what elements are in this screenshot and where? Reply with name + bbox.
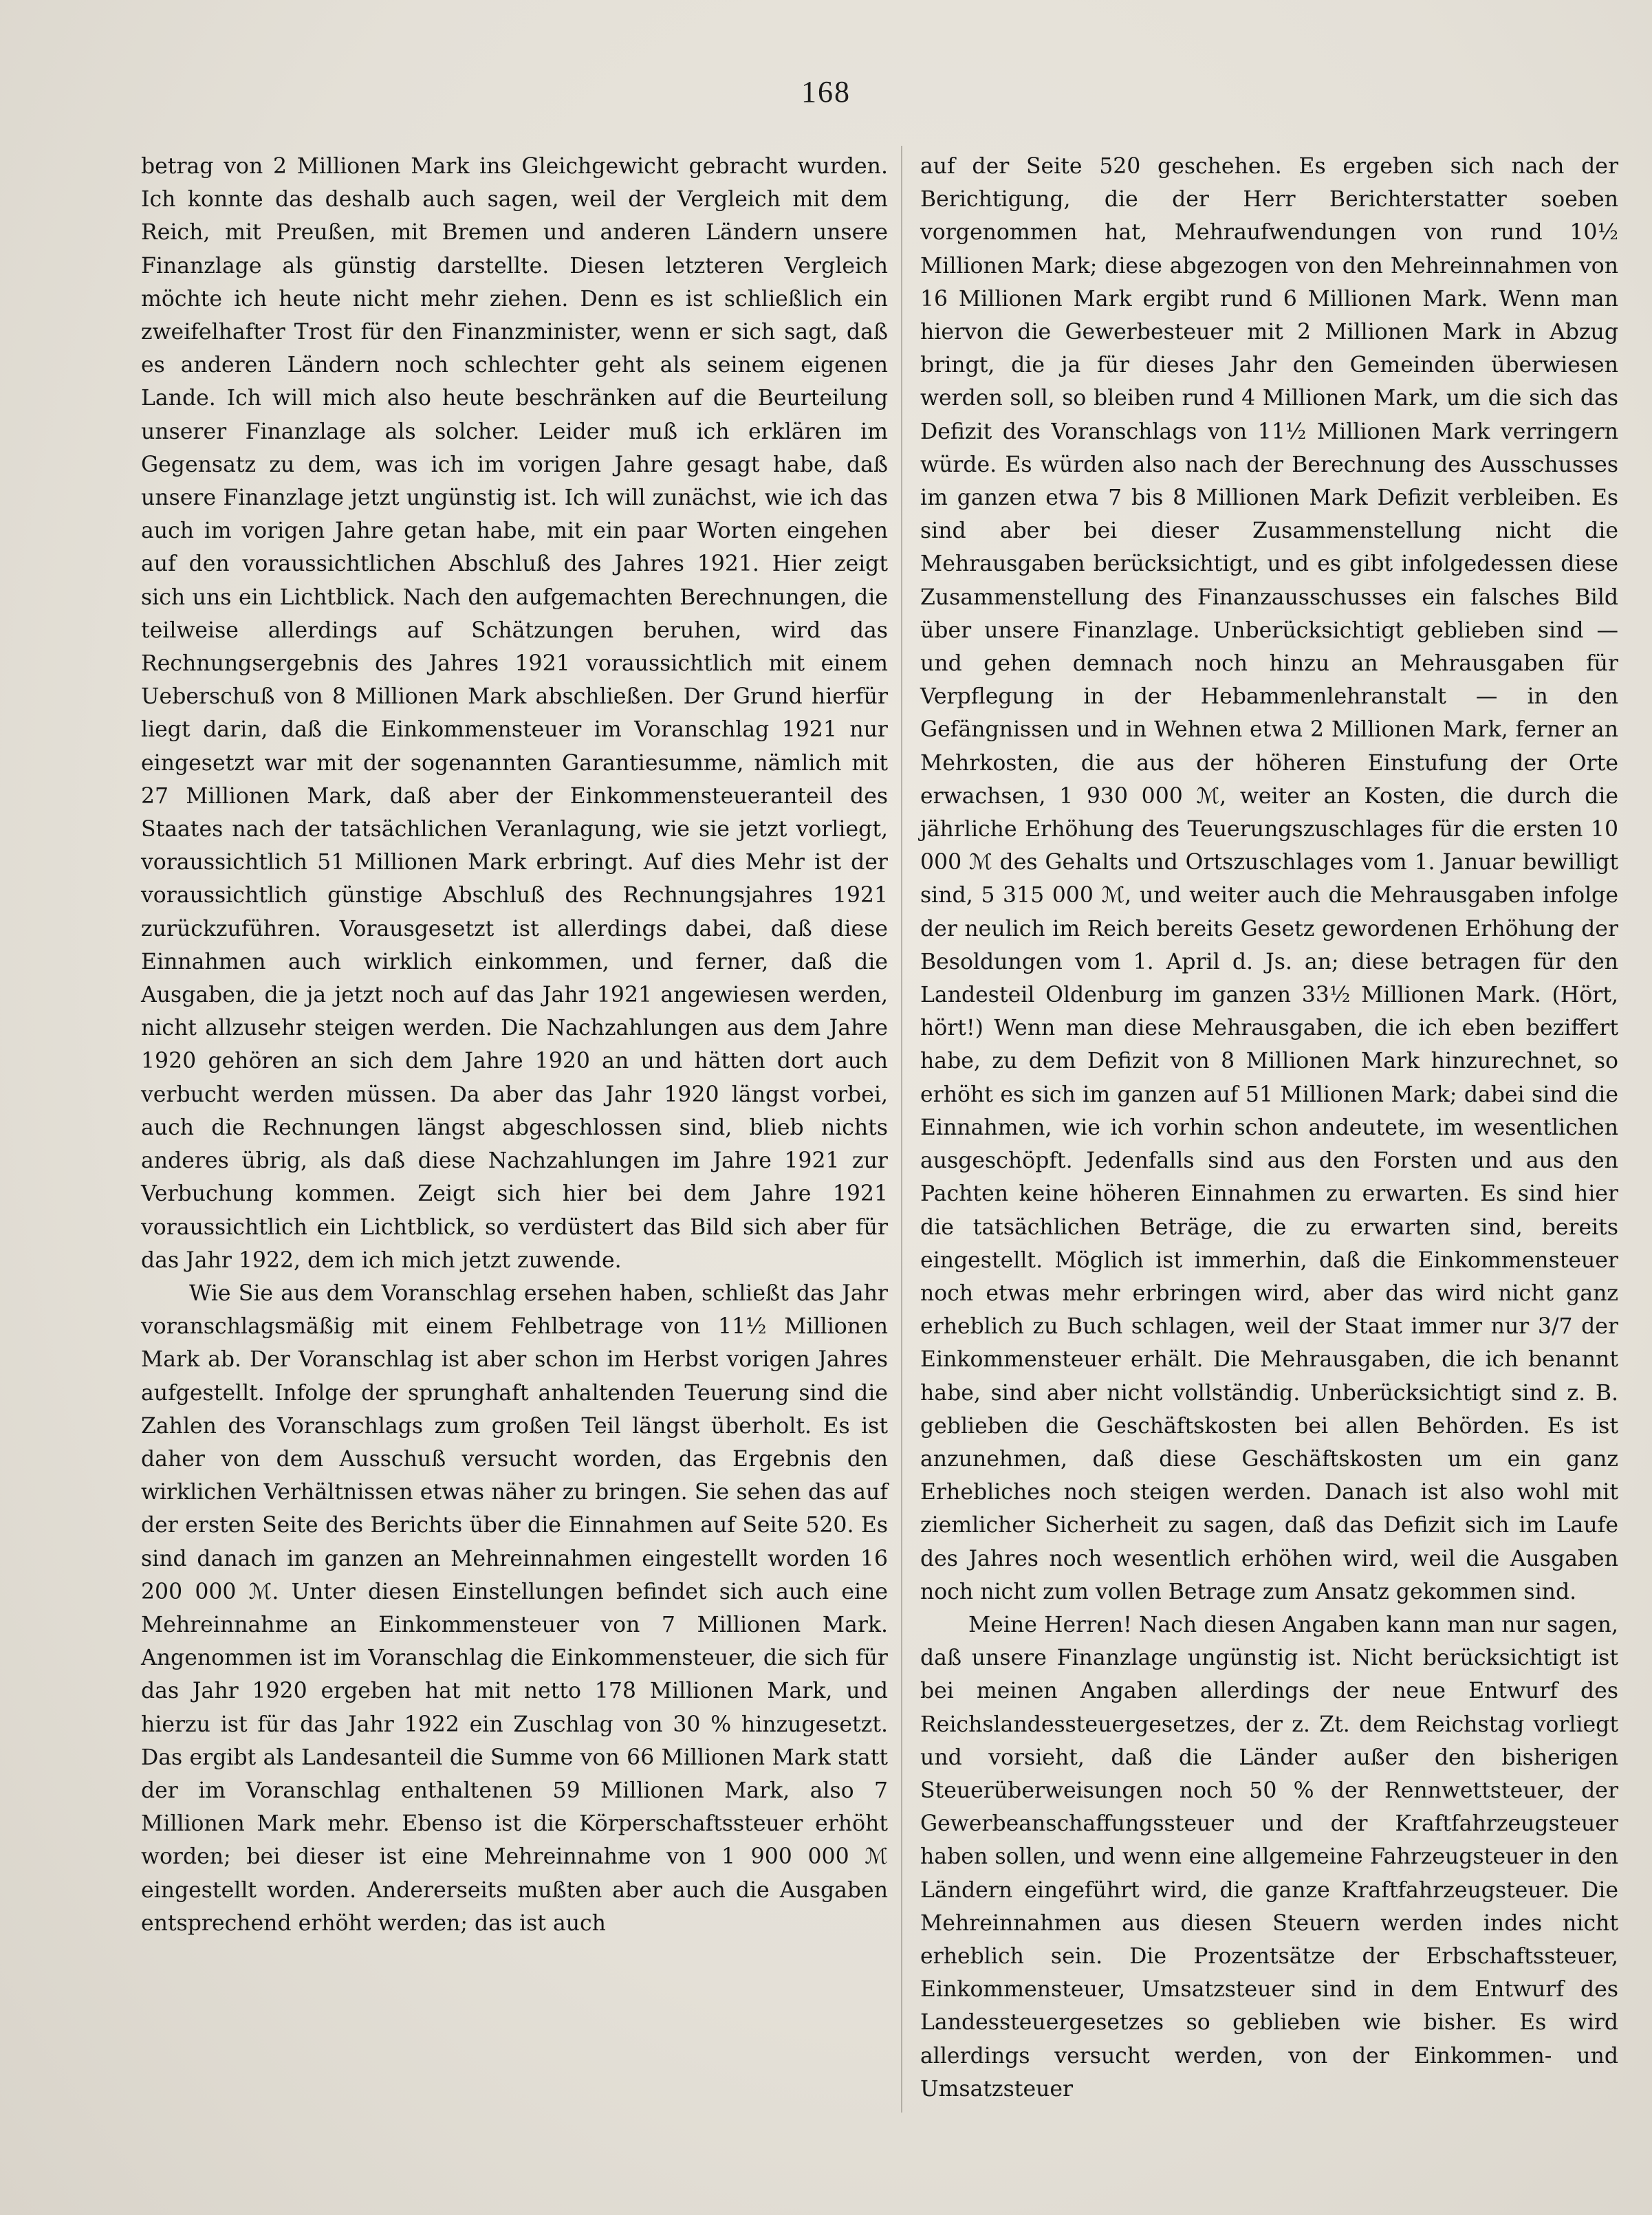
right-column — [920, 150, 1618, 2106]
left-paragraph-1: betrag von 2 Millionen Mark ins Gleichgewicht gebracht wurden. Ich konnte das deshalb auch sagen, weil der Vergleich mit dem Reich, mit Preußen, mit Bremen und anderen Ländern unsere Finanzlage als günstig darstellte. Diesen letzteren Vergleich möchte ich heute nicht mehr ziehen. Denn es ist schließlich ein zweifelhafter Trost für den Finanzminister, wenn er sich sagt, daß es anderen Ländern noch schlechter geht als seinem eigenen Lande. Ich will mich also heute beschränken auf die Beurteilung unserer Finanzlage als solcher. Leider muß ich erklären im Gegensatz zu dem, was ich im vorigen Jahre gesagt habe, daß unsere Finanzlage jetzt ungünstig ist. Ich will zunächst, wie ich das auch im vorigen Jahre getan habe, mit ein paar Worten eingehen auf den voraussichtlichen Abschluß des Jahres 1921. Hier zeigt sich uns ein Lichtblick. Nach den aufgemachten Berechnungen, die teilweise allerdings auf Schätzungen beruhen, wird das Rechnungsergebnis des Jahres 1921 voraussichtlich mit einem Ueberschuß von 8 Millionen Mark abschließen. Der Grund hierfür liegt darin, daß die Einkommensteuer im Voranschlag 1921 nur eingesetzt war mit der sogenannten Garantiesumme, nämlich mit 27 Millionen Mark, daß aber der Einkommensteueranteil des Staates nach der tatsächlichen Veranlagung, wie sie jetzt vorliegt, voraussichtlich 51 Millionen Mark erbringt. Auf dies Mehr ist der voraussichtlich günstige Abschluß des Rechnungsjahres 1921 zurückzuführen. Vorausgesetzt ist allerdings dabei, daß diese Einnahmen auch wirklich einkommen, und ferner, daß die Ausgaben, die ja jetzt noch auf das Jahr 1921 angewiesen werden, nicht allzusehr steigen werden. Die Nachzahlungen aus dem Jahre 1920 gehören an sich dem Jahre 1920 an und hätten dort auch verbucht werden müssen. Da aber das Jahr 1920 längst vorbei, auch die Rechnungen längst abgeschlossen sind, blieb nichts anderes übrig, als daß diese Nachzahlungen im Jahre 1921 zur Verbuchung kommen. Zeigt sich hier bei dem Jahre 1921 voraussichtlich ein Lichtblick, so verdüstert das Bild sich aber für das Jahr 1922, dem ich mich jetzt zuwende. — [141, 154, 888, 1273]
left-column — [141, 150, 888, 1940]
column-divider — [901, 146, 902, 2113]
left-paragraph-2: Wie Sie aus dem Voranschlag ersehen haben, schließt das Jahr voranschlagsmäßig mit einem Fehlbetrage von 11½ Millionen Mark ab. Der Voranschlag ist aber schon im Herbst vorigen Jahres aufgestellt. Infolge der sprunghaft anhaltenden Teuerung sind die Zahlen des Voranschlags zum großen Teil längst überholt. Es ist daher von dem Ausschuß versucht worden, das Ergebnis den wirklichen Verhältnissen etwas näher zu bringen. Sie sehen das auf der ersten Seite des Berichts über die Einnahmen auf Seite 520. Es sind danach im ganzen an Mehreinnahmen eingestellt worden 16 200 000 ℳ. Unter diesen Einstellungen befindet sich auch eine Mehreinnahme an Einkommensteuer von 7 Millionen Mark. Angenommen ist im Voranschlag die Einkommensteuer, die sich für das Jahr 1920 ergeben hat mit netto 178 Millionen Mark, und hierzu ist für das Jahr 1922 ein Zuschlag von 30 % hinzugesetzt. Das ergibt als Landesanteil die Summe von 66 Millionen Mark statt der im Voranschlag enthaltenen 59 Millionen Mark, also 7 Millionen Mark mehr. Ebenso ist die Körperschaftssteuer erhöht worden; bei dieser ist eine Mehreinnahme von 1 900 000 ℳ eingestellt worden. Andererseits mußten aber auch die Ausgaben entsprechend erhöht werden; das ist auch — [141, 1280, 888, 1936]
right-paragraph-1: auf der Seite 520 geschehen. Es ergeben sich nach der Berichtigung, die der Herr Berichterstatter soeben vorgenommen hat, Mehraufwendungen von rund 10½ Millionen Mark; diese abgezogen von den Mehreinnahmen von 16 Millionen Mark ergibt rund 6 Millionen Mark. Wenn man hiervon die Gewerbesteuer mit 2 Millionen Mark in Abzug bringt, die ja für dieses Jahr den Gemeinden überwiesen werden soll, so bleiben rund 4 Millionen Mark, um die sich das Defizit des Voranschlags von 11½ Millionen Mark verringern würde. Es würden also nach der Berechnung des Ausschusses im ganzen etwa 7 bis 8 Millionen Mark Defizit verbleiben. Es sind aber bei dieser Zusammenstellung nicht die Mehrausgaben berücksichtigt, und es gibt infolgedessen diese Zusammenstellung des Finanzausschusses ein falsches Bild über unsere Finanzlage. Unberücksichtigt geblieben sind — und gehen demnach noch hinzu an Mehrausgaben für Verpflegung in der Hebammenlehranstalt — in den Gefängnissen und in Wehnen etwa 2 Millionen Mark, ferner an Mehrkosten, die aus der höheren Einstufung der Orte erwachsen, 1 930 000 ℳ, weiter an Kosten, die durch die jährliche Erhöhung des Teuerungszuschlages für die ersten 10 000 ℳ des Gehalts und Ortszuschlages vom 1. Januar bewilligt sind, 5 315 000 ℳ, und weiter auch die Mehrausgaben infolge der neulich im Reich bereits Gesetz gewordenen Erhöhung der Besoldungen vom 1. April d. Js. an; diese betragen für den Landesteil Oldenburg im ganzen 33½ Millionen Mark. (Hört, hört!) Wenn man diese Mehrausgaben, die ich eben beziffert habe, zu dem Defizit von 8 Millionen Mark hinzurechnet, so erhöht es sich im ganzen auf 51 Millionen Mark; dabei sind die Einnahmen, wie ich vorhin schon andeutete, im wesentlichen ausgeschöpft. Jedenfalls sind aus den Forsten und aus den Pachten keine höheren Einnahmen zu erwarten. Es sind hier die tatsächlichen Beträge, die zu erwarten sind, bereits eingestellt. Möglich ist immerhin, daß die Einkommensteuer noch etwas mehr erbringen wird, aber das wird nicht ganz erheblich zu Buch schlagen, weil der Staat immer nur 3/7 der Einkommensteuer erhält. Die Mehrausgaben, die ich benannt habe, sind aber nicht vollständig. Unberücksichtigt sind z. B. geblieben die Geschäftskosten bei allen Behörden. Es ist anzunehmen, daß diese Geschäftskosten um ein ganz Erhebliches noch steigen werden. Danach ist also wohl mit ziemlicher Sicherheit zu sagen, daß das Defizit sich im Laufe des Jahres noch wesentlich erhöhen wird, weil die Ausgaben noch nicht zum vollen Betrage zum Ansatz gekommen sind. — [920, 154, 1618, 1604]
right-paragraph-2: Meine Herren! Nach diesen Angaben kann man nur sagen, daß unsere Finanzlage ungünstig ist. Nicht berücksichtigt ist bei meinen Angaben allerdings der neue Entwurf des Reichslandessteuergesetzes, der z. Zt. dem Reichstag vorliegt und vorsieht, daß die Länder außer den bisherigen Steuerüberweisungen noch 50 % der Rennwettsteuer, der Gewerbeanschaffungssteuer und der Kraftfahrzeugsteuer haben sollen, und wenn eine allgemeine Fahrzeugsteuer in den Ländern eingeführt wird, die ganze Kraftfahrzeugsteuer. Die Mehreinnahmen aus diesen Steuern werden indes nicht erheblich sein. Die Prozentsätze der Erbschaftssteuer, Einkommensteuer, Umsatzsteuer sind in dem Entwurf des Landessteuergesetzes so geblieben wie bisher. Es wird allerdings versucht werden, von der Einkommen- und Umsatzsteuer — [920, 1612, 1618, 2102]
page-number: 168 — [801, 75, 851, 109]
